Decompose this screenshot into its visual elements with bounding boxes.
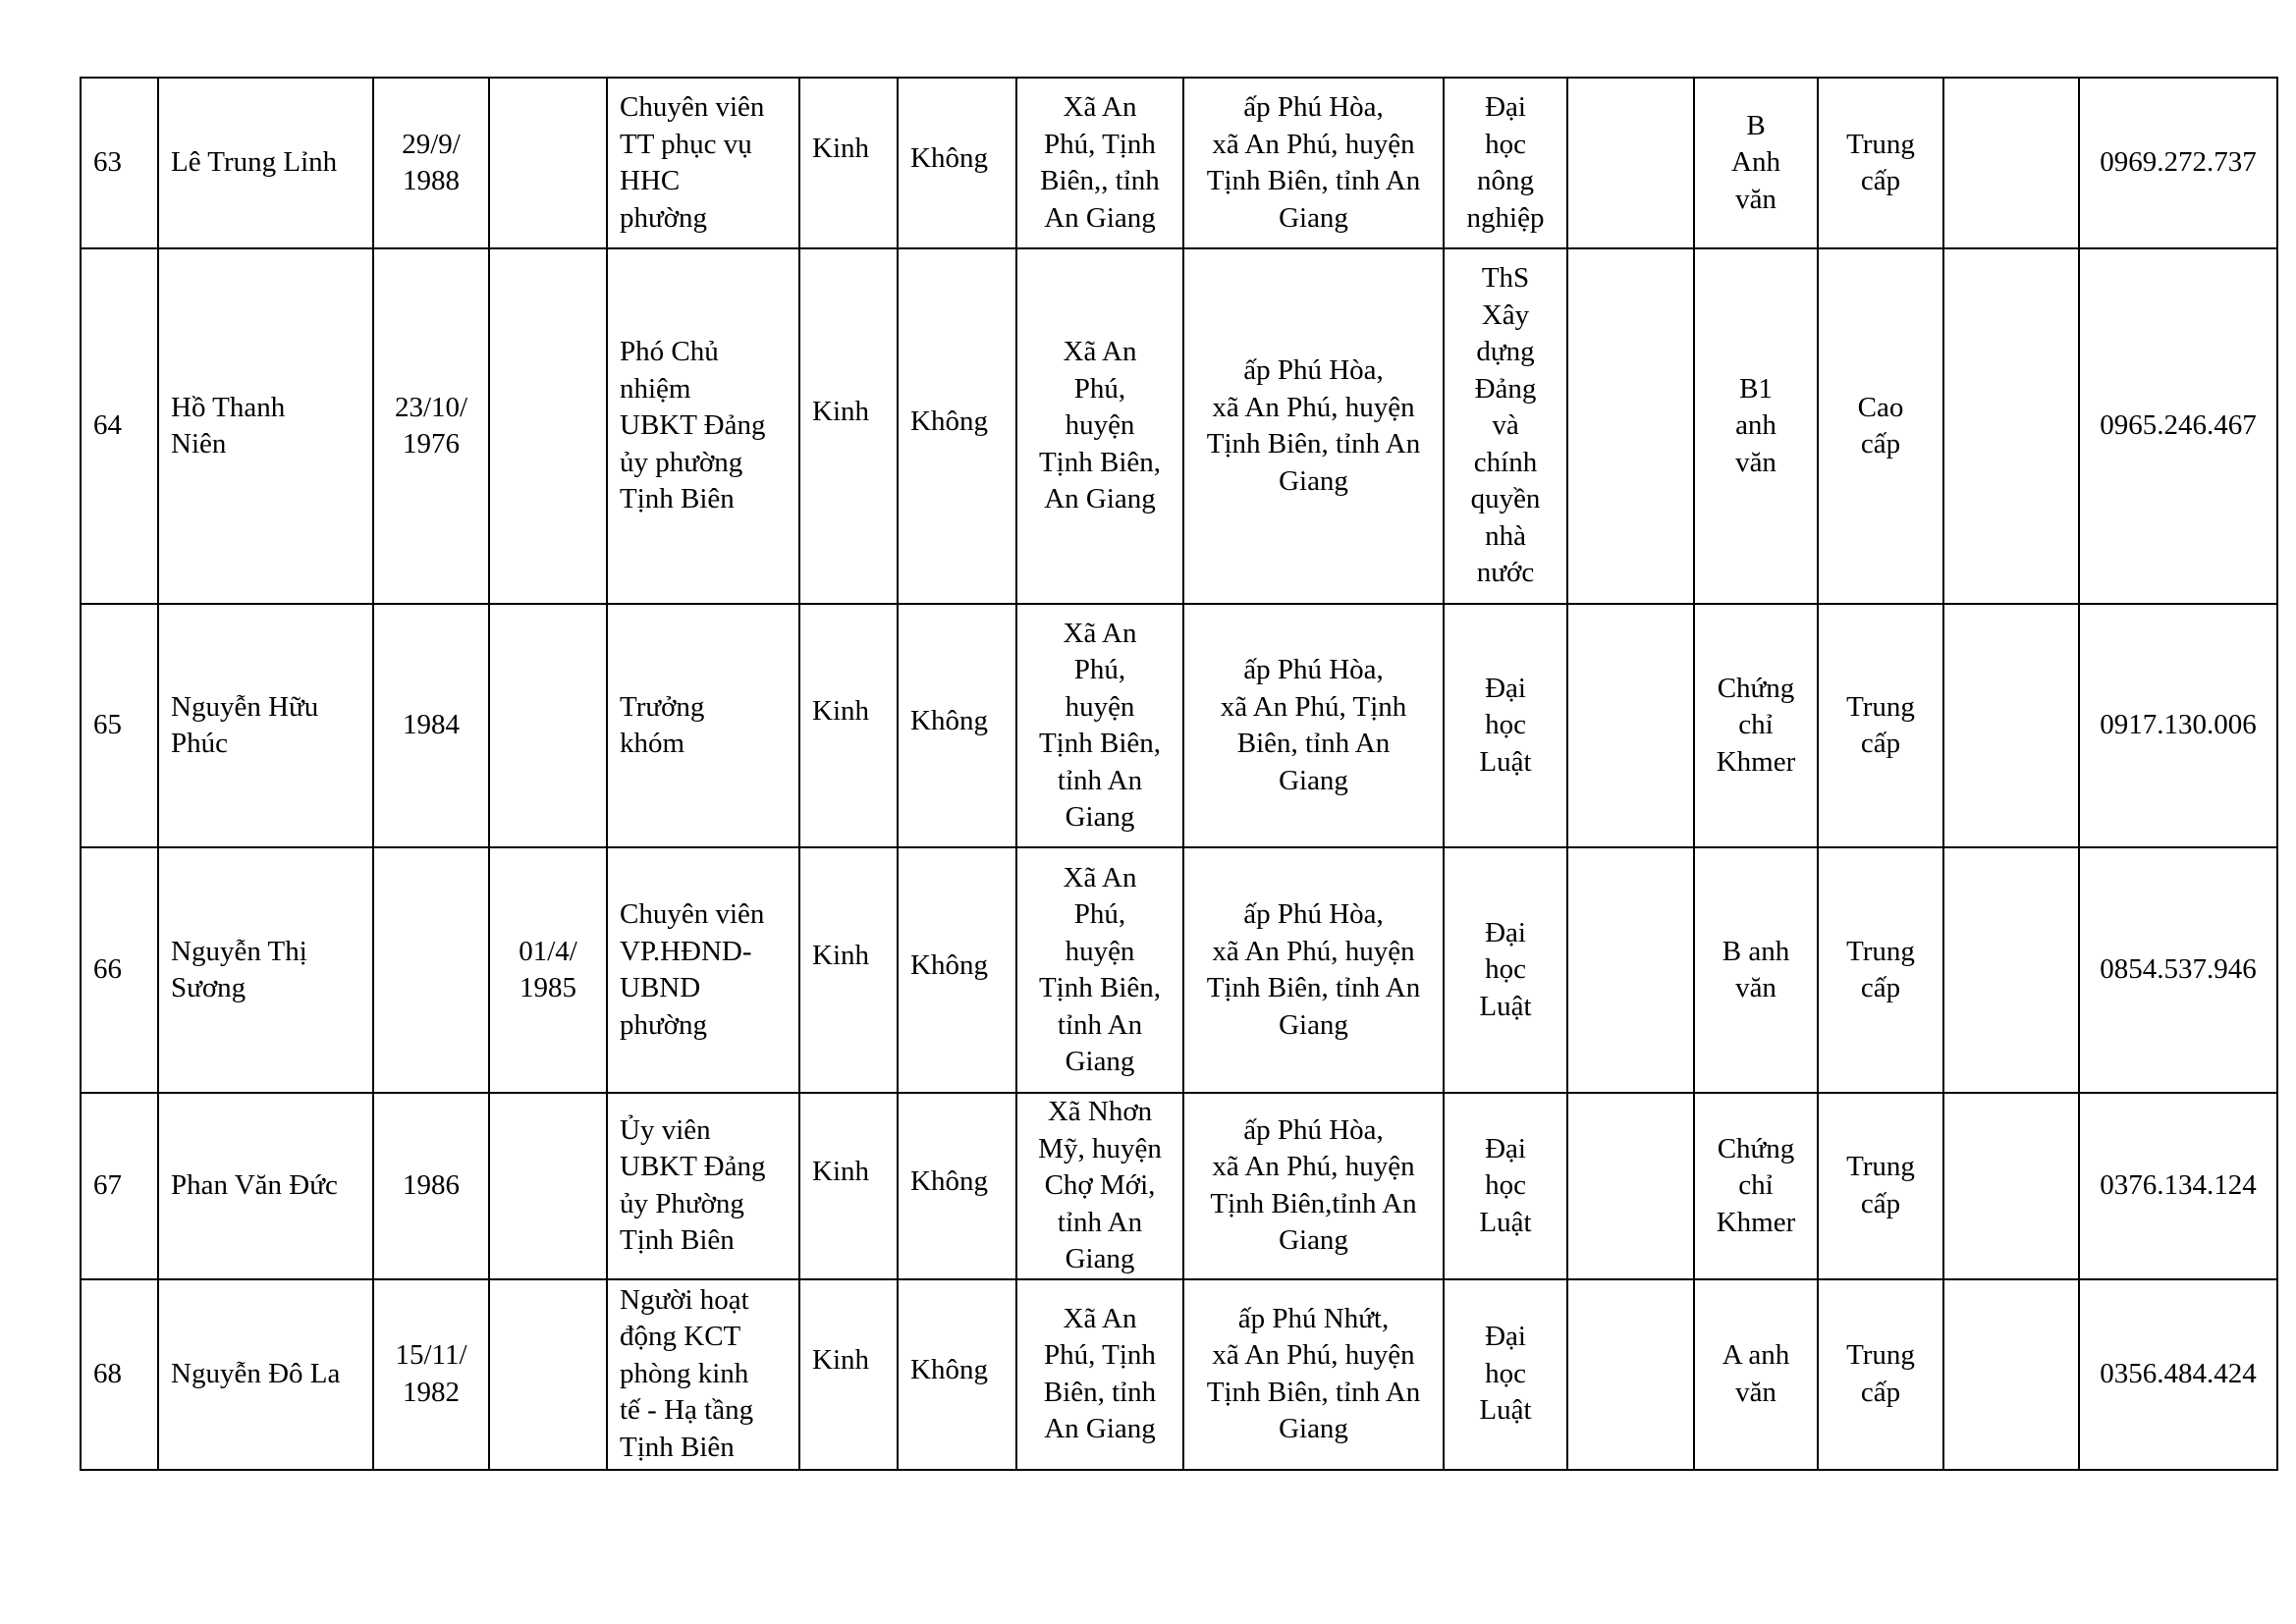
cell-education-line: chính [1473, 446, 1538, 478]
cell-education-line: Đại [1485, 1132, 1526, 1164]
cell-education-line: Luật [1479, 745, 1532, 778]
cell-education-line: nông [1477, 165, 1534, 196]
cell-phone-text: 0965.246.467 [2100, 409, 2257, 442]
cell-religion [898, 1279, 1016, 1470]
cell-position-line: ủy phường [620, 446, 743, 478]
cell-politics [1818, 847, 1943, 1093]
cell-religion [898, 1093, 1016, 1279]
table-row [81, 1093, 2277, 1279]
cell-position-line: TT phục vụ [620, 128, 752, 160]
cell-hometown [1016, 604, 1183, 847]
cell-stt [81, 1093, 158, 1279]
cell-full-name [158, 248, 373, 604]
cell-blank-14 [1943, 1279, 2079, 1470]
cell-education-line: Đại [1485, 91, 1526, 123]
cell-education-line: Đại [1485, 916, 1526, 948]
cell-position-line: UBND [620, 972, 701, 1003]
table-row [81, 248, 2277, 604]
cell-dob-male [373, 847, 489, 1093]
cell-position-line: Tịnh Biên [620, 1224, 735, 1257]
cell-ethnicity [799, 1093, 898, 1279]
cell-hometown-line: tỉnh An [1057, 1206, 1143, 1238]
cell-language-line: A anh [1722, 1339, 1790, 1371]
cell-phone-text: 0376.134.124 [2100, 1169, 2257, 1201]
cell-ethnicity [799, 1279, 898, 1470]
cell-blank-14 [1943, 847, 2079, 1093]
cell-dob-male-line: 1982 [403, 1376, 460, 1408]
cell-religion [898, 248, 1016, 604]
cell-residence-line: xã An Phú, huyện [1212, 128, 1415, 160]
cell-blank-14 [1943, 604, 2079, 847]
cell-residence-line: ấp Phú Hòa, [1243, 1113, 1384, 1146]
cell-dob-male-line: 29/9/ [402, 128, 461, 160]
cell-hometown-line: Xã An [1063, 617, 1137, 649]
cell-education [1444, 78, 1567, 248]
cell-position-line: nhiệm [620, 372, 691, 405]
cell-ethnicity [799, 847, 898, 1093]
cell-position-line: phường [620, 1008, 708, 1041]
cell-residence-line: xã An Phú, huyện [1212, 1151, 1415, 1183]
cell-hometown-line: tỉnh An [1057, 764, 1143, 796]
cell-dob-male [373, 248, 489, 604]
cell-religion-text: Không [910, 949, 988, 982]
cell-politics-line: Trung [1846, 1339, 1915, 1371]
cell-position-line: động KCT [620, 1321, 741, 1353]
cell-residence-line: xã An Phú, huyện [1212, 935, 1415, 967]
cell-dob-male-line: 1976 [403, 428, 460, 460]
cell-residence [1183, 847, 1444, 1093]
table-row [81, 604, 2277, 847]
cell-dob-male [373, 1093, 489, 1279]
cell-residence [1183, 604, 1444, 847]
cell-politics [1818, 1093, 1943, 1279]
cell-religion-text: Không [910, 406, 988, 438]
cell-religion-text: Không [910, 1353, 988, 1385]
cell-politics-line: cấp [1860, 1376, 1901, 1408]
cell-residence [1183, 1279, 1444, 1470]
cell-position-line: tế - Hạ tầng [620, 1394, 754, 1427]
cell-position-line: khóm [620, 728, 685, 759]
cell-full-name-line: Nguyễn Đô La [171, 1357, 341, 1389]
cell-position-line: HHC [620, 165, 681, 196]
cell-phone-text: 0356.484.424 [2100, 1357, 2257, 1389]
cell-hometown-line: Giang [1065, 801, 1135, 833]
cell-language-line: Chứng [1717, 1132, 1795, 1164]
cell-language-line: B1 [1739, 372, 1773, 405]
cell-position-line: Trưởng [620, 690, 705, 723]
cell-position-line: ủy Phường [620, 1187, 744, 1219]
cell-hometown-line: Phú, Tịnh [1044, 1339, 1156, 1371]
cell-full-name-line: Phúc [171, 728, 228, 759]
cell-hometown [1016, 847, 1183, 1093]
cell-position-line: UBKT Đảng [620, 409, 766, 442]
cell-education [1444, 1279, 1567, 1470]
cell-hometown [1016, 1093, 1183, 1279]
cell-position [607, 78, 799, 248]
cell-blank-11 [1567, 1279, 1694, 1470]
cell-education-line: Luật [1479, 1394, 1532, 1427]
cell-education-line: nước [1476, 557, 1535, 589]
cell-full-name [158, 604, 373, 847]
cell-hometown-line: huyện [1065, 409, 1135, 442]
cell-language-line: Khmer [1716, 1206, 1796, 1238]
cell-politics-line: Trung [1846, 128, 1915, 160]
cell-education-line: Luật [1479, 990, 1532, 1022]
cell-full-name-line: Sương [171, 972, 246, 1003]
cell-politics-line: Trung [1846, 690, 1915, 723]
cell-full-name-line: Niên [171, 428, 227, 460]
cell-blank-11 [1567, 248, 1694, 604]
cell-position [607, 604, 799, 847]
cell-stt-text: 67 [93, 1169, 122, 1201]
cell-politics [1818, 78, 1943, 248]
cell-dob-female [489, 1093, 607, 1279]
cell-politics-line: cấp [1860, 972, 1901, 1003]
cell-education-line: Đảng [1474, 372, 1537, 405]
cell-full-name-line: Phan Văn Đức [171, 1169, 338, 1201]
cell-dob-female [489, 604, 607, 847]
cell-phone [2079, 1093, 2277, 1279]
cell-education [1444, 604, 1567, 847]
cell-phone [2079, 1279, 2277, 1470]
cell-ethnicity-text: Kinh [812, 396, 869, 428]
cell-blank-11 [1567, 847, 1694, 1093]
cell-stt [81, 248, 158, 604]
cell-language [1694, 847, 1818, 1093]
cell-residence-line: ấp Phú Hòa, [1243, 91, 1384, 123]
cell-blank-11 [1567, 78, 1694, 248]
cell-dob-male [373, 1279, 489, 1470]
cell-politics-line: Trung [1846, 1151, 1915, 1183]
cell-education-line: quyền [1470, 483, 1541, 515]
cell-phone [2079, 78, 2277, 248]
cell-hometown-line: Xã Nhơn [1047, 1096, 1153, 1127]
cell-hometown-line: Giang [1065, 1243, 1135, 1274]
cell-phone [2079, 248, 2277, 604]
cell-religion-text: Không [910, 1165, 988, 1197]
cell-residence [1183, 78, 1444, 248]
cell-language-line: chỉ [1738, 1169, 1774, 1201]
cell-ethnicity-text: Kinh [812, 133, 869, 165]
cell-language-line: Khmer [1716, 745, 1796, 778]
cell-stt [81, 847, 158, 1093]
cell-hometown-line: Tịnh Biên, [1038, 728, 1162, 759]
cell-hometown-line: Phú, [1073, 654, 1126, 685]
cell-residence-line: Tịnh Biên, tỉnh An [1206, 972, 1421, 1003]
cell-education-line: Đại [1485, 1321, 1526, 1353]
personnel-table [80, 77, 2278, 1471]
cell-blank-14 [1943, 248, 2079, 604]
cell-position-line: phường [620, 201, 708, 234]
cell-hometown [1016, 78, 1183, 248]
cell-dob-female-line: 1985 [519, 972, 576, 1003]
cell-language [1694, 248, 1818, 604]
cell-religion [898, 604, 1016, 847]
cell-phone-text: 0854.537.946 [2100, 953, 2257, 986]
cell-hometown-line: Tịnh Biên, [1038, 972, 1162, 1003]
cell-position-line: VP.HĐND- [620, 935, 752, 967]
cell-stt-text: 64 [93, 409, 122, 442]
cell-position-line: Phó Chủ [620, 336, 719, 368]
cell-education-line: Đại [1485, 672, 1526, 704]
cell-politics-line: cấp [1860, 165, 1901, 196]
cell-residence-line: xã An Phú, huyện [1212, 391, 1415, 423]
cell-residence-line: ấp Phú Nhứt, [1237, 1302, 1390, 1334]
cell-religion [898, 78, 1016, 248]
cell-residence [1183, 248, 1444, 604]
cell-dob-male [373, 78, 489, 248]
cell-ethnicity [799, 604, 898, 847]
cell-politics-line: Cao [1857, 391, 1904, 423]
cell-language [1694, 604, 1818, 847]
cell-residence-line: Giang [1279, 764, 1348, 796]
cell-dob-female [489, 78, 607, 248]
cell-residence-line: Giang [1279, 1224, 1348, 1257]
cell-position [607, 1093, 799, 1279]
cell-residence-line: Tịnh Biên, tỉnh An [1206, 165, 1421, 196]
cell-hometown [1016, 1279, 1183, 1470]
cell-education-line: học [1485, 953, 1526, 986]
cell-language-line: văn [1735, 972, 1777, 1003]
cell-full-name-line: Hồ Thanh [171, 391, 286, 423]
cell-education-line: dựng [1476, 336, 1535, 368]
cell-blank-14 [1943, 78, 2079, 248]
cell-hometown-line: Chợ Mới, [1044, 1169, 1156, 1201]
cell-stt [81, 604, 158, 847]
cell-ethnicity-text: Kinh [812, 1156, 869, 1187]
cell-hometown-line: huyện [1065, 935, 1135, 967]
cell-politics [1818, 604, 1943, 847]
cell-residence-line: ấp Phú Hòa, [1243, 354, 1384, 386]
cell-residence-line: ấp Phú Hòa, [1243, 898, 1384, 930]
cell-education-line: nghiệp [1466, 201, 1545, 234]
cell-full-name-line: Nguyễn Thị [171, 935, 307, 967]
cell-stt [81, 1279, 158, 1470]
cell-education-line: và [1492, 409, 1519, 442]
cell-phone-text: 0917.130.006 [2100, 709, 2257, 741]
cell-education-line: nhà [1485, 519, 1526, 552]
cell-education-line: học [1485, 1357, 1526, 1389]
cell-position-line: UBKT Đảng [620, 1151, 766, 1183]
cell-language-line: B [1746, 109, 1766, 141]
cell-stt [81, 78, 158, 248]
cell-full-name-line: Nguyễn Hữu [171, 690, 319, 723]
cell-hometown-line: An Giang [1044, 201, 1156, 234]
cell-dob-male [373, 604, 489, 847]
cell-residence-line: Biên, tỉnh An [1236, 728, 1391, 759]
cell-full-name [158, 847, 373, 1093]
cell-residence-line: xã An Phú, Tịnh [1220, 690, 1407, 723]
cell-language-line: B anh [1722, 935, 1790, 967]
cell-position [607, 847, 799, 1093]
cell-politics [1818, 248, 1943, 604]
cell-education [1444, 248, 1567, 604]
cell-hometown-line: Phú, [1073, 372, 1126, 405]
table-body [81, 78, 2277, 1470]
cell-ethnicity-text: Kinh [812, 940, 869, 972]
cell-language-line: Chứng [1717, 672, 1795, 704]
cell-dob-male-line: 1984 [403, 709, 460, 741]
cell-blank-11 [1567, 604, 1694, 847]
cell-hometown-line: An Giang [1044, 483, 1156, 515]
cell-hometown-line: tỉnh An [1057, 1008, 1143, 1041]
cell-education-line: học [1485, 128, 1526, 160]
cell-residence-line: Tịnh Biên, tỉnh An [1206, 1376, 1421, 1408]
cell-residence-line: ấp Phú Hòa, [1243, 654, 1384, 685]
cell-hometown-line: Tịnh Biên, [1038, 446, 1162, 478]
cell-politics-line: Trung [1846, 935, 1915, 967]
cell-ethnicity [799, 78, 898, 248]
cell-residence-line: Giang [1279, 1413, 1348, 1444]
cell-language-line: văn [1735, 1376, 1777, 1408]
cell-hometown-line: Phú, Tịnh [1044, 128, 1156, 160]
table-row [81, 1279, 2277, 1470]
cell-language [1694, 1093, 1818, 1279]
cell-ethnicity [799, 248, 898, 604]
cell-politics-line: cấp [1860, 428, 1901, 460]
cell-language-line: chỉ [1738, 709, 1774, 741]
cell-religion-text: Không [910, 705, 988, 737]
cell-position-line: Chuyên viên [620, 91, 765, 123]
cell-residence-line: xã An Phú, huyện [1212, 1339, 1415, 1371]
cell-language-line: anh [1735, 409, 1777, 442]
cell-stt-text: 66 [93, 953, 122, 986]
cell-language-line: văn [1735, 446, 1777, 478]
cell-full-name [158, 1279, 373, 1470]
cell-hometown-line: Xã An [1063, 861, 1137, 893]
cell-position [607, 1279, 799, 1470]
cell-dob-male-line: 15/11/ [395, 1339, 467, 1371]
cell-stt-text: 63 [93, 146, 122, 179]
cell-language-line: văn [1735, 183, 1777, 215]
cell-position-line: Tịnh Biên [620, 483, 735, 515]
cell-hometown-line: Xã An [1063, 336, 1137, 368]
cell-language [1694, 78, 1818, 248]
cell-position-line: Người hoạt [620, 1283, 749, 1316]
cell-politics [1818, 1279, 1943, 1470]
cell-full-name [158, 78, 373, 248]
cell-education-line: học [1485, 709, 1526, 741]
cell-education-line: Luật [1479, 1206, 1532, 1238]
cell-position-line: phòng kinh [620, 1357, 749, 1389]
cell-hometown-line: Giang [1065, 1046, 1135, 1077]
cell-hometown [1016, 248, 1183, 604]
cell-hometown-line: Phú, [1073, 898, 1126, 930]
cell-blank-14 [1943, 1093, 2079, 1279]
cell-dob-male-line: 23/10/ [394, 391, 468, 423]
cell-residence-line: Tịnh Biên,tỉnh An [1210, 1187, 1417, 1219]
table-row [81, 847, 2277, 1093]
cell-dob-female [489, 248, 607, 604]
cell-blank-11 [1567, 1093, 1694, 1279]
cell-hometown-line: Biên, tỉnh [1043, 1376, 1157, 1408]
cell-position-line: Ủy viên [620, 1113, 711, 1146]
cell-politics-line: cấp [1860, 728, 1901, 759]
cell-education-line: học [1485, 1169, 1526, 1201]
cell-dob-male-line: 1986 [403, 1169, 460, 1201]
cell-phone [2079, 604, 2277, 847]
cell-phone [2079, 847, 2277, 1093]
cell-residence-line: Giang [1279, 464, 1348, 497]
cell-residence [1183, 1093, 1444, 1279]
cell-education-line: Xây [1481, 298, 1530, 331]
cell-phone-text: 0969.272.737 [2100, 146, 2257, 179]
cell-residence-line: Tịnh Biên, tỉnh An [1206, 428, 1421, 460]
cell-dob-male-line: 1988 [403, 165, 460, 196]
cell-religion-text: Không [910, 142, 988, 175]
cell-hometown-line: Biên,, tỉnh [1040, 165, 1160, 196]
cell-position-line: Tịnh Biên [620, 1431, 735, 1463]
cell-education [1444, 1093, 1567, 1279]
cell-residence-line: Giang [1279, 1008, 1348, 1041]
cell-language [1694, 1279, 1818, 1470]
cell-hometown-line: Xã An [1063, 1302, 1137, 1334]
cell-stt-text: 65 [93, 709, 122, 741]
cell-education [1444, 847, 1567, 1093]
cell-full-name-line: Lê Trung Lỉnh [171, 146, 338, 179]
cell-hometown-line: An Giang [1044, 1413, 1156, 1444]
cell-dob-female [489, 847, 607, 1093]
table-row [81, 78, 2277, 248]
cell-religion [898, 847, 1016, 1093]
cell-politics-line: cấp [1860, 1187, 1901, 1219]
cell-position [607, 248, 799, 604]
cell-stt-text: 68 [93, 1357, 122, 1389]
cell-hometown-line: Mỹ, huyện [1038, 1132, 1162, 1164]
cell-education-line: ThS [1481, 262, 1530, 295]
cell-position-line: Chuyên viên [620, 898, 765, 930]
cell-residence-line: Giang [1279, 201, 1348, 234]
cell-language-line: Anh [1731, 146, 1780, 179]
cell-ethnicity-text: Kinh [812, 695, 869, 728]
cell-dob-female [489, 1279, 607, 1470]
cell-full-name [158, 1093, 373, 1279]
cell-ethnicity-text: Kinh [812, 1343, 869, 1376]
cell-hometown-line: Xã An [1063, 91, 1137, 123]
cell-dob-female-line: 01/4/ [519, 935, 577, 967]
cell-hometown-line: huyện [1065, 690, 1135, 723]
